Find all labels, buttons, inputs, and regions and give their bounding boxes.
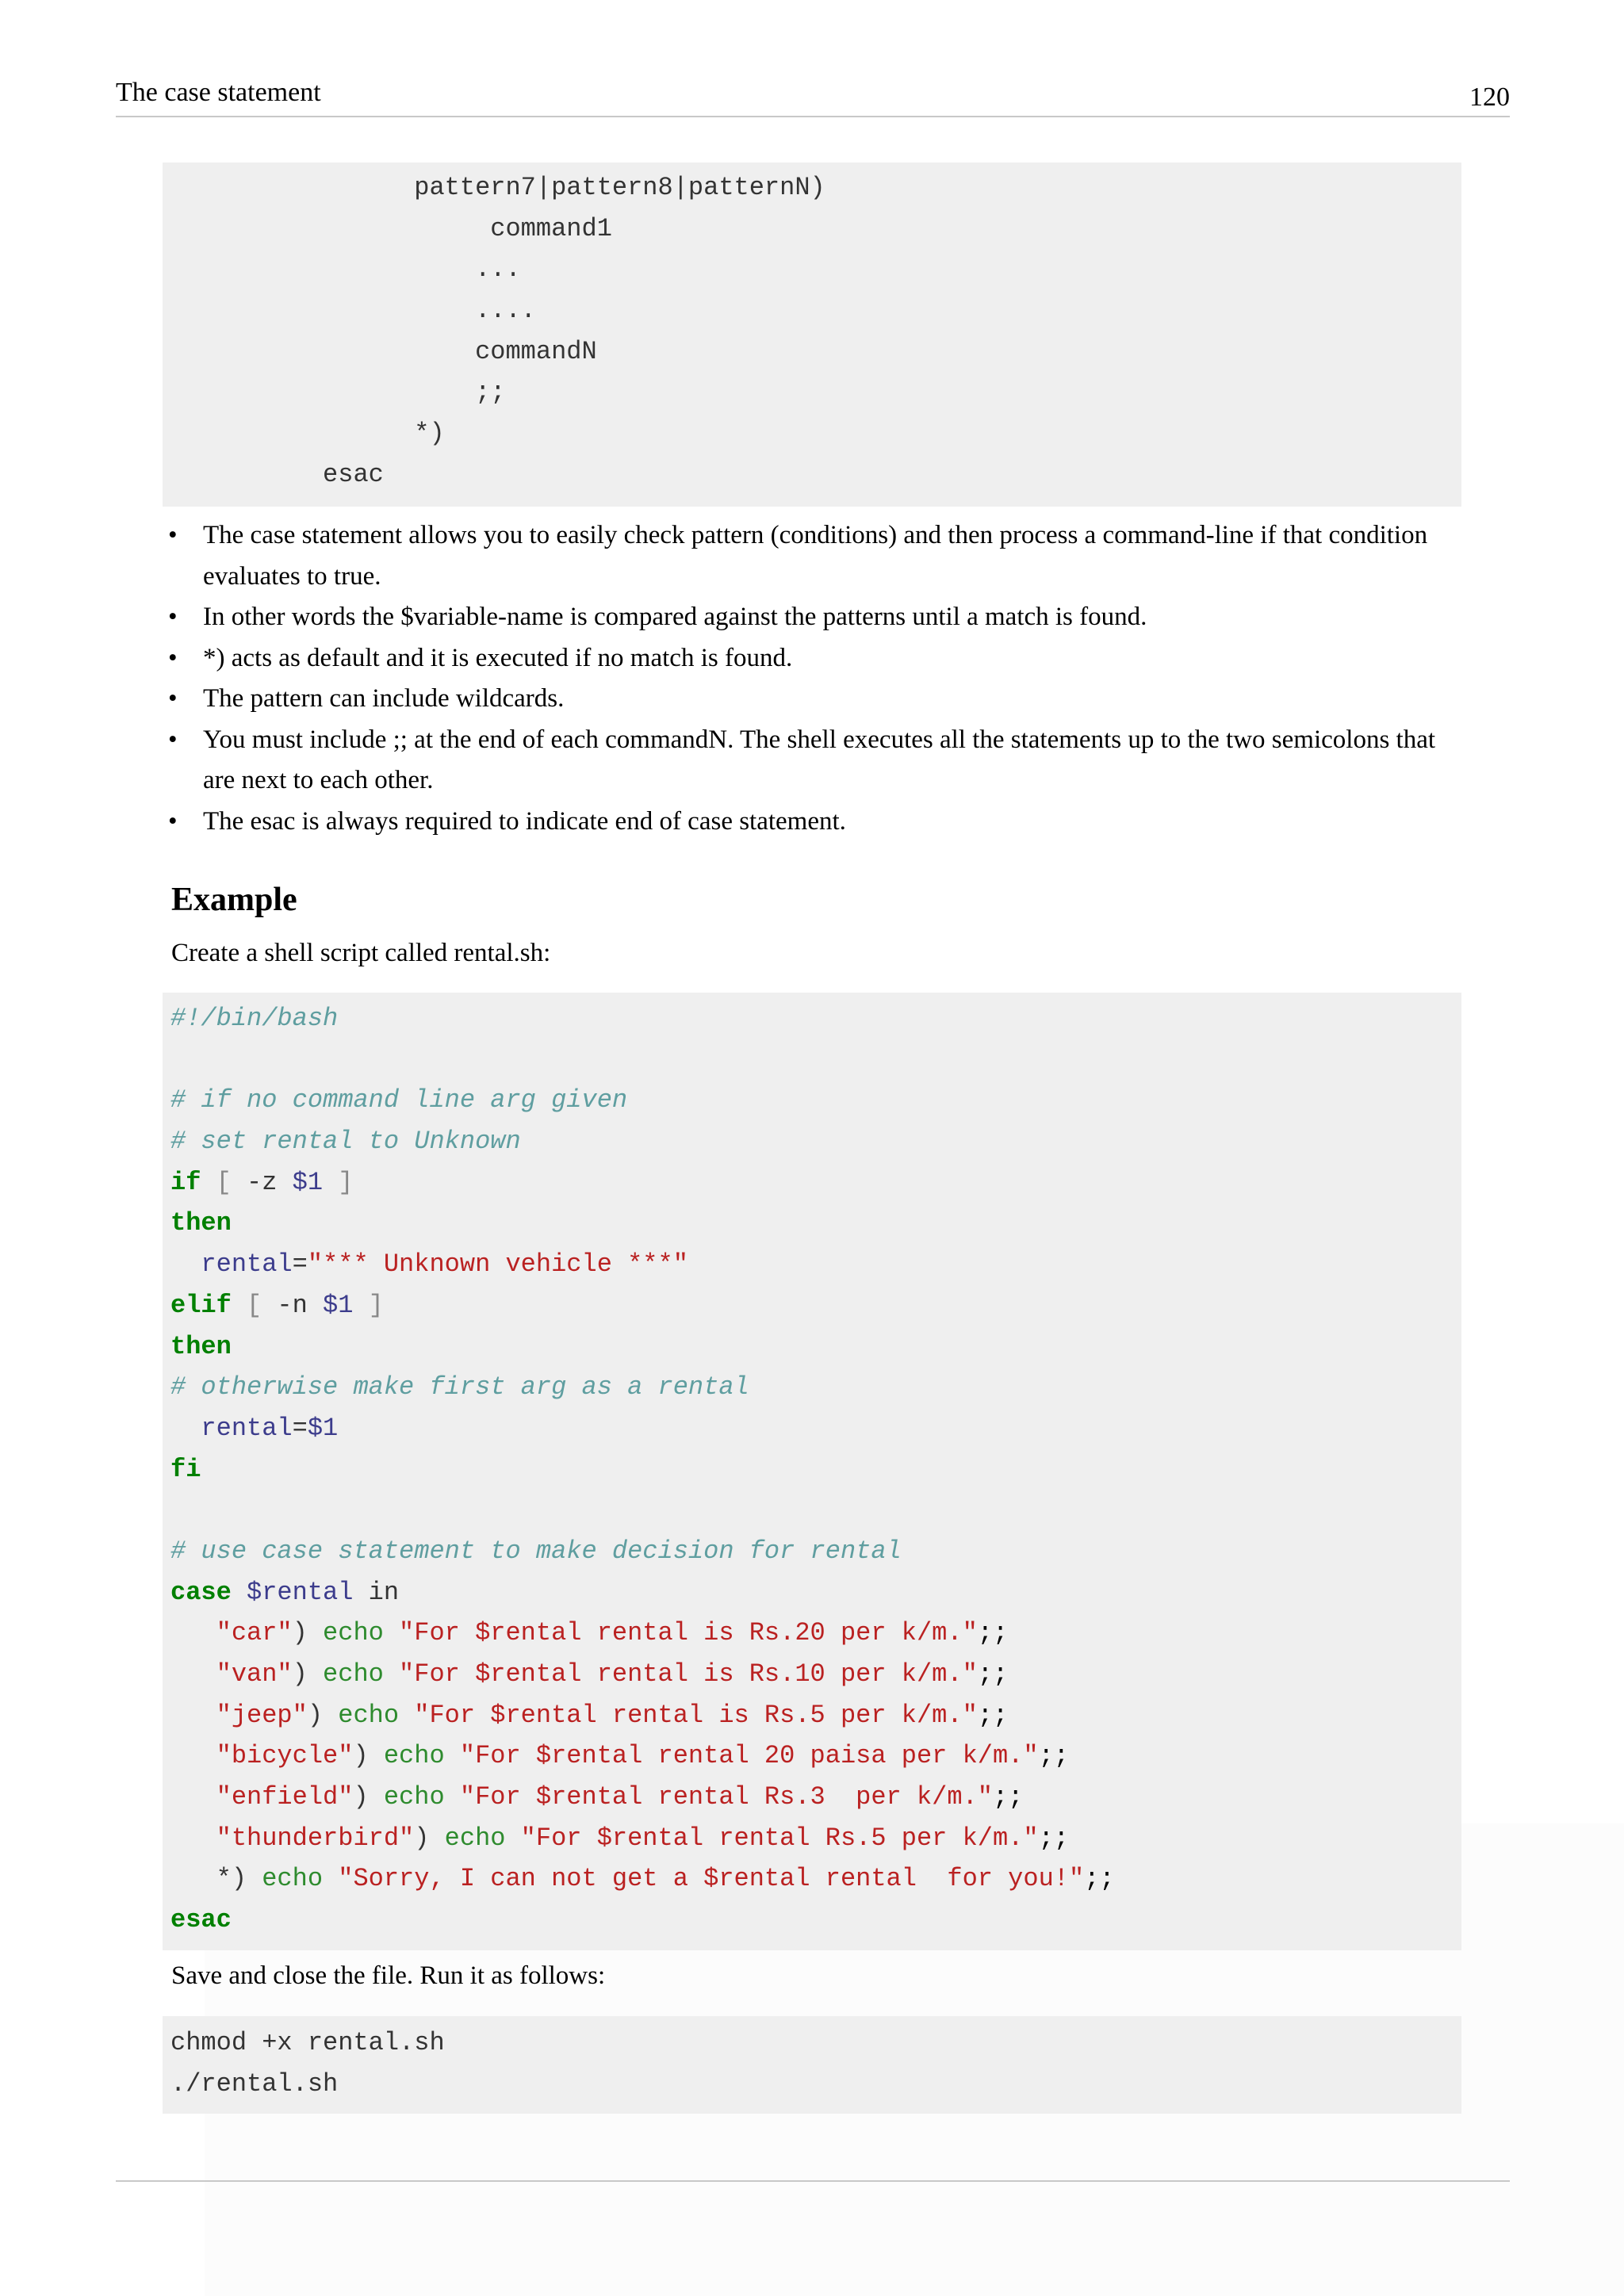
code-token: ;; [977, 1700, 1009, 1730]
code-line [170, 167, 1461, 209]
code-token: -n [277, 1290, 324, 1320]
bullet-item [168, 515, 1461, 597]
footer-rule [116, 2180, 1510, 2182]
code-block-rental-script [163, 993, 1461, 1950]
code-line [170, 372, 1461, 413]
code-token: then [170, 1331, 232, 1361]
code-token: echo [323, 1659, 384, 1689]
bullet-item [168, 638, 1461, 679]
code-token: "bicycle" [216, 1741, 354, 1771]
code-token [170, 1741, 216, 1770]
code-token: ) [414, 1823, 445, 1853]
code-token: ] [323, 1167, 354, 1197]
code-line [170, 1162, 1461, 1203]
code-token: "thunderbird" [216, 1823, 415, 1853]
code-token: elif [170, 1290, 232, 1320]
code-token: -z [247, 1167, 293, 1197]
code-line [170, 1900, 1461, 1941]
code-line [170, 1326, 1461, 1368]
code-line [170, 2022, 1461, 2064]
code-token: pattern7|pattern8|patternN) [170, 173, 825, 202]
code-line [170, 1777, 1461, 1818]
code-token: # set rental to Unknown [170, 1127, 521, 1157]
code-token: commandN [170, 336, 597, 366]
code-token: "jeep" [216, 1700, 308, 1730]
bullet-item [168, 720, 1461, 802]
code-line [170, 331, 1461, 373]
bullet-glyph: • [168, 643, 178, 672]
code-token: # use case statement to make decision for rental [170, 1536, 902, 1566]
code-line [170, 1858, 1461, 1900]
code-token: ;; [170, 377, 506, 408]
code-line [170, 1367, 1461, 1408]
bullet-glyph: • [168, 806, 178, 836]
code-token: echo [262, 1864, 324, 1894]
code-token: *) [170, 419, 445, 449]
code-token: "van" [216, 1659, 293, 1689]
code-block-case-syntax [163, 163, 1461, 507]
code-line [170, 1735, 1461, 1777]
code-token: "car" [216, 1618, 293, 1648]
code-line [170, 249, 1461, 290]
code-token: ) [292, 1659, 324, 1689]
code-token: ] [353, 1290, 384, 1320]
code-line [170, 2064, 1461, 2105]
code-token: ;; [1084, 1864, 1115, 1894]
bullet-glyph: • [168, 521, 178, 549]
bullet-text: In other words the $variable-name is compared against the patterns until a match is found. [203, 603, 1147, 631]
running-title: The case statement [116, 78, 321, 107]
code-line [170, 290, 1461, 331]
code-token: esac [170, 459, 384, 489]
code-line [170, 1039, 1461, 1081]
code-token: ;; [992, 1782, 1024, 1812]
code-token [170, 1659, 216, 1689]
code-block-run-commands [163, 2016, 1461, 2114]
bullet-glyph: • [168, 684, 178, 713]
code-token: $1 [292, 1167, 324, 1197]
code-line [170, 1285, 1461, 1326]
code-token: # otherwise make first arg as a rental [170, 1372, 749, 1402]
code-token: "*** Unknown vehicle ***" [307, 1249, 688, 1280]
code-token: in [353, 1577, 400, 1607]
code-token: if [170, 1167, 201, 1197]
page-header [116, 78, 1510, 117]
code-token: ) [307, 1700, 339, 1730]
code-token: chmod +x rental.sh [170, 2028, 445, 2057]
code-token: echo [444, 1823, 506, 1853]
code-line [170, 1408, 1461, 1449]
code-token: rental [170, 1413, 293, 1443]
code-token: "For $rental rental is Rs.5 per k/m." [399, 1700, 978, 1730]
code-token: ... [170, 254, 521, 285]
code-line [170, 1490, 1461, 1531]
code-token: echo [383, 1782, 445, 1812]
bullet-list [168, 515, 1461, 842]
code-line [170, 1613, 1461, 1654]
code-line [170, 1695, 1461, 1736]
code-token: ) [353, 1741, 384, 1771]
code-token: "For $rental rental Rs.3 per k/m." [444, 1782, 993, 1812]
code-line [170, 1080, 1461, 1121]
code-token: = [292, 1249, 308, 1280]
bullet-glyph: • [168, 603, 178, 631]
code-token: esac [170, 1905, 232, 1935]
code-token: = [292, 1413, 308, 1443]
code-token: "Sorry, I can not get a $rental rental for you!" [323, 1864, 1085, 1894]
code-token: "For $rental rental 20 paisa per k/m." [444, 1741, 1039, 1771]
code-line [170, 209, 1461, 250]
code-token: "For $rental rental is Rs.10 per k/m." [383, 1659, 978, 1689]
code-token: ) [353, 1782, 384, 1812]
code-token: *) [170, 1864, 262, 1894]
code-token: ;; [1038, 1741, 1069, 1771]
code-token: # if no command line arg given [170, 1085, 628, 1115]
code-token: [ [231, 1290, 278, 1320]
code-line [170, 998, 1461, 1039]
code-token: echo [323, 1618, 384, 1648]
code-token: ;; [977, 1659, 1009, 1689]
code-line [170, 1818, 1461, 1859]
code-line [170, 1121, 1461, 1162]
code-token: then [170, 1208, 232, 1238]
code-token: "enfield" [216, 1782, 354, 1812]
code-token: ) [292, 1618, 324, 1648]
code-token: "For $rental rental Rs.5 per k/m." [505, 1823, 1039, 1853]
page-number: 120 [1469, 82, 1510, 112]
bullet-item [168, 679, 1461, 720]
code-token: [ [201, 1167, 247, 1197]
bullet-item [168, 802, 1461, 843]
code-token: echo [383, 1741, 445, 1771]
code-line [170, 413, 1461, 454]
code-token: rental [170, 1249, 293, 1280]
code-token [170, 1782, 216, 1812]
code-token: fi [170, 1454, 201, 1484]
code-token: ;; [1038, 1823, 1069, 1853]
code-line [170, 1244, 1461, 1285]
code-token: $1 [307, 1413, 339, 1443]
code-token [170, 1618, 216, 1647]
code-token: ;; [977, 1618, 1009, 1648]
code-line [170, 1203, 1461, 1244]
code-token [170, 1823, 216, 1853]
bullet-text: The case statement allows you to easily check pattern (conditions) and then process a command-line if that condition evaluates to true. [203, 521, 1428, 591]
bullet-item [168, 597, 1461, 638]
code-token: $1 [323, 1290, 354, 1320]
code-token: "For $rental rental is Rs.20 per k/m." [383, 1618, 978, 1648]
section-heading: Example [171, 882, 297, 918]
code-token: command1 [170, 213, 612, 243]
bullet-text: The esac is always required to indicate end of case statement. [203, 806, 846, 836]
code-token: .... [170, 296, 536, 326]
code-line [170, 1572, 1461, 1613]
intro-paragraph: Create a shell script called rental.sh: [171, 939, 551, 967]
code-token: echo [338, 1700, 400, 1730]
code-token: $rental [231, 1577, 354, 1607]
code-token: #!/bin/bash [170, 1004, 339, 1033]
run-instructions-paragraph: Save and close the file. Run it as follows: [171, 1961, 606, 1990]
code-token [170, 1701, 216, 1730]
code-line [170, 1449, 1461, 1490]
code-token: ./rental.sh [170, 2068, 339, 2099]
bullet-text: *) acts as default and it is executed if no match is found. [203, 643, 793, 672]
bullet-text: The pattern can include wildcards. [203, 684, 565, 713]
code-line [170, 1654, 1461, 1695]
code-token: case [170, 1577, 232, 1607]
code-line [170, 1531, 1461, 1572]
bullet-glyph: • [168, 725, 178, 754]
code-line [170, 454, 1461, 496]
bullet-text: You must include ;; at the end of each commandN. The shell executes all the statements up to the two semicolons that are next to each other. [203, 725, 1436, 794]
